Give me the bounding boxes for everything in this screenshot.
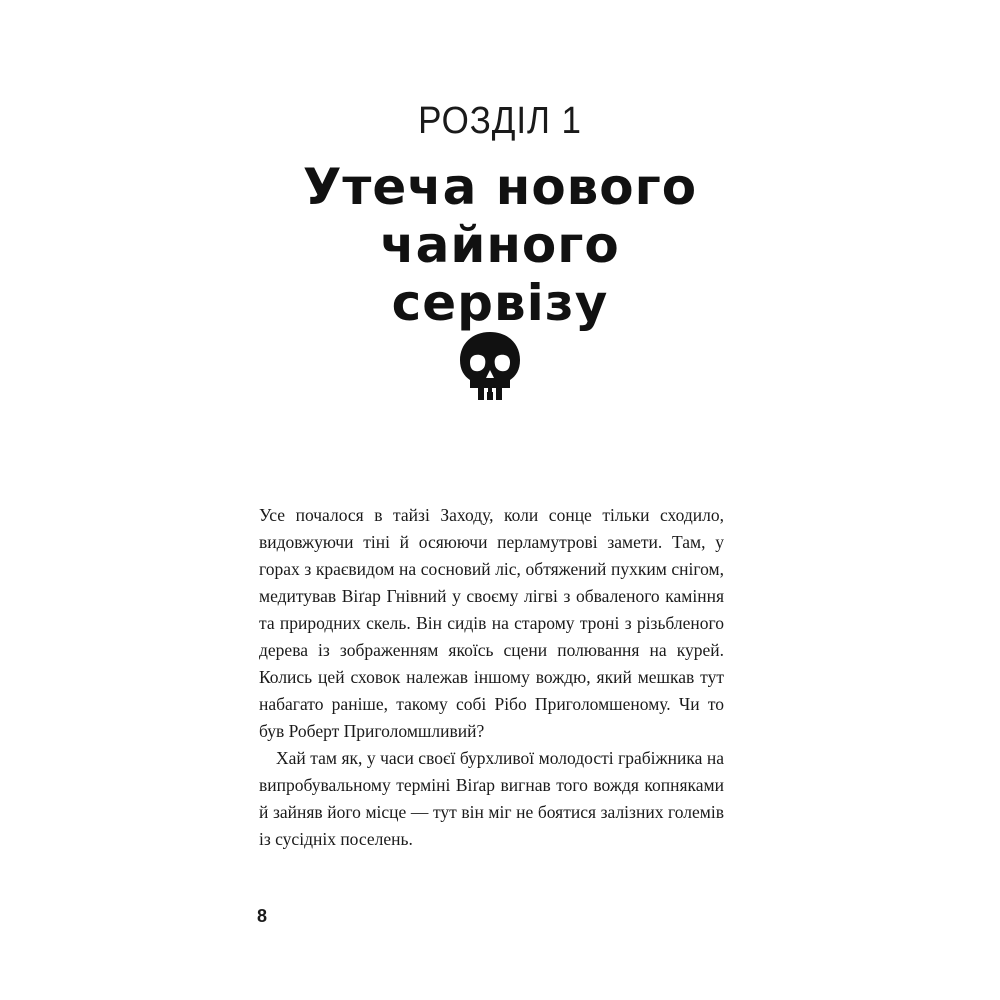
page-number: 8 xyxy=(257,906,268,926)
paragraph: Хай там як, у часи своєї бурхливої молодості грабіжника на випробувальному терміні Віґар вигнав того вождя копняками й зайняв його місце — тут він міг не боятися залізних големів із сусідніх поселень. xyxy=(259,748,724,849)
paragraph: Усе почалося в тайзі Заходу, коли сонце тільки сходило, видовжуючи тіні й осяюючи перламутрові замети. Там, у горах з краєвидом на сосновий ліс, обтяжений пухким снігом, медитував Віґар Гнівний у своєму лігві з обваленого каміння та природних скель. Він сидів на старому троні з різьбленого дерева із зображенням якоїсь сцени полювання на курей. Колись цей сховок належав іншому вождю, який мешкав тут набагато раніше, такому собі Рібо Приголомшеному. Чи то був Роберт Приголомшливий? xyxy=(259,505,724,741)
skull-icon xyxy=(458,330,522,402)
chapter-title-line: чайного xyxy=(380,216,620,274)
chapter-title-line: сервізу xyxy=(391,274,609,332)
body-text xyxy=(259,502,724,853)
chapter-label: РОЗДІЛ 1 xyxy=(418,100,582,142)
chapter-title xyxy=(0,158,1000,332)
chapter-title-line: Утеча нового xyxy=(302,158,698,216)
